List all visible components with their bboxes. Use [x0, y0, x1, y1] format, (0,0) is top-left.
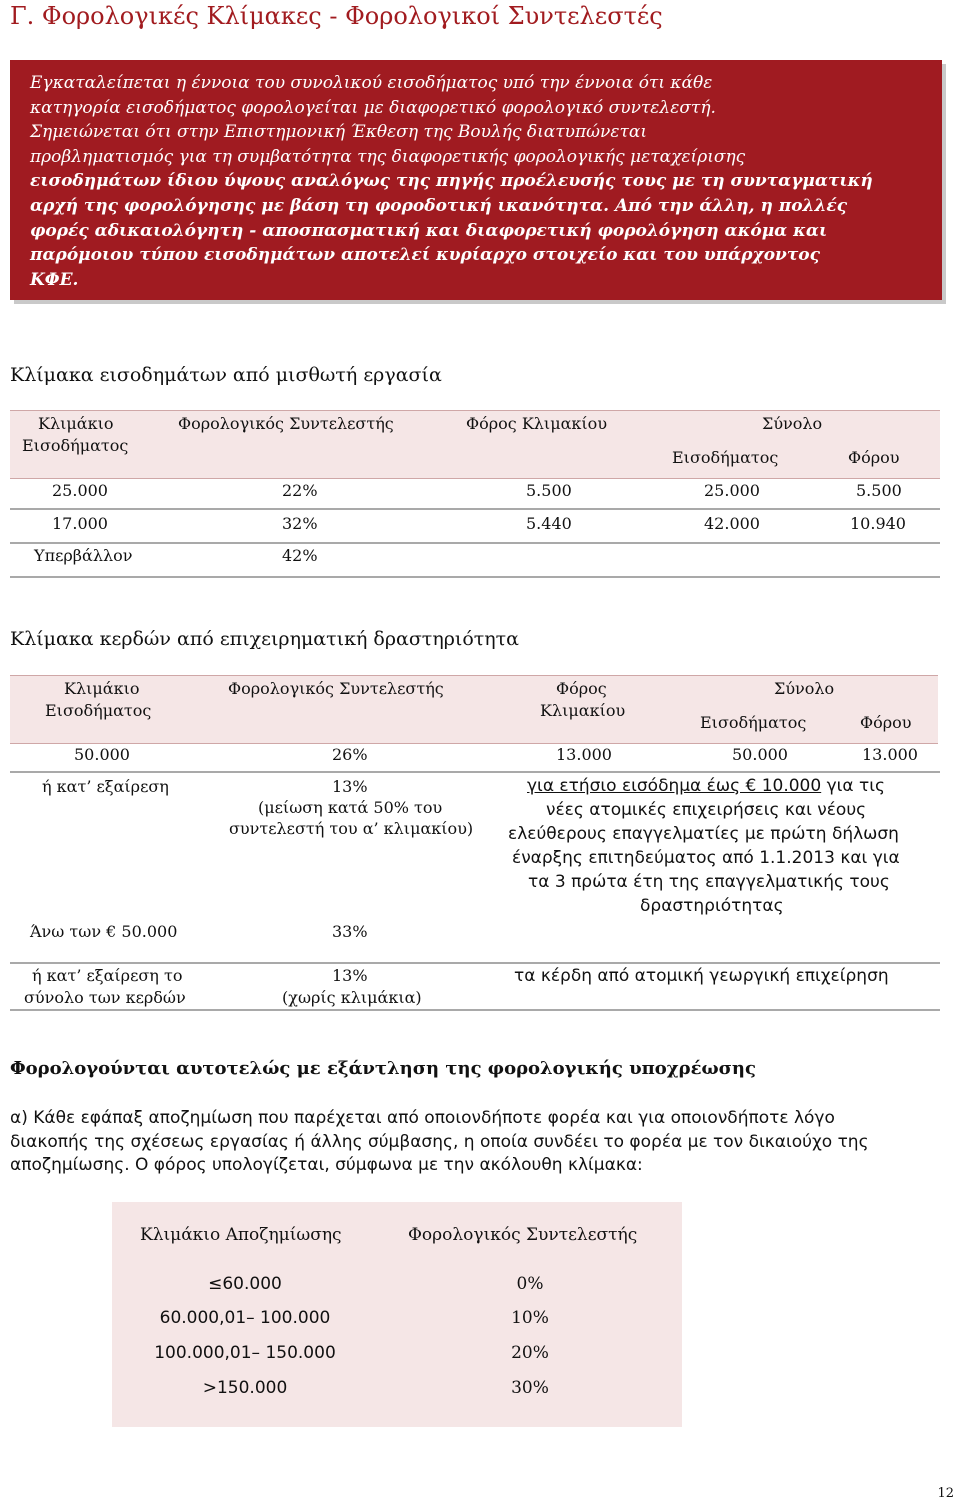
callout-line: Σημειώνεται ότι στην Επιστημονική Έκθεση της Βουλής διατυπώνεται	[30, 122, 648, 143]
paragraph-line: αποζημίωσης. Ο φόρος υπολογίζεται, σύμφωνα με την ακόλουθη κλίμακα:	[10, 1155, 643, 1175]
t1-cell: 5.500	[856, 481, 902, 500]
t2-note: ελεύθερους επαγγελματίες με πρώτη δήλωση	[508, 824, 899, 844]
t1-h-rate: Φορολογικός Συντελεστής	[178, 414, 394, 433]
t2-cell: (χωρίς κλιμάκια)	[282, 988, 422, 1007]
t1-h-total: Σύνολο	[762, 414, 823, 433]
t3-cell: 100.000,01– 150.000	[154, 1343, 336, 1363]
t1-cell: 17.000	[52, 514, 108, 533]
t3-cell: 10%	[511, 1308, 549, 1328]
t2-rowline	[10, 1009, 940, 1011]
t1-cell: 10.940	[850, 514, 906, 533]
t2-cell: 50.000	[732, 745, 788, 764]
t1-cell: 42%	[282, 546, 318, 565]
t2-h-total-income: Εισοδήματος	[700, 713, 807, 732]
t1-h-tax: Φόρος Κλιμακίου	[466, 414, 608, 433]
t2-h-bracket: Κλιμάκιο	[64, 679, 140, 698]
t1-rowline	[10, 508, 940, 510]
t2-cell: συντελεστή του α’ κλιμακίου)	[229, 819, 474, 838]
t2-cell: 33%	[332, 922, 368, 941]
t2-h-bracket: Εισοδήματος	[45, 701, 152, 720]
t2-note-rest: για τις	[821, 776, 885, 796]
callout-box	[10, 60, 942, 300]
t2-h-total-tax: Φόρου	[860, 713, 912, 732]
t1-cell: 42.000	[704, 514, 760, 533]
t3-cell: >150.000	[202, 1378, 288, 1398]
paragraph-line: διακοπής της σχέσεως εργασίας ή άλλης σύμβασης, η οποία συνδέει το φορέα με τον δικαιούχο της	[10, 1131, 869, 1152]
t2-rowline	[10, 771, 940, 773]
t2-cell: Άνω των € 50.000	[30, 922, 178, 941]
t2-cell: 13%	[332, 777, 368, 796]
t1-cell: 25.000	[704, 481, 760, 500]
t1-cell: 25.000	[52, 481, 108, 500]
page-number: 12	[937, 1486, 954, 1501]
callout-line: εισοδημάτων ίδιου ύψους αναλόγως της πηγής προέλευσής τους με τη συνταγματική	[30, 171, 873, 192]
callout-line: ΚΦΕ.	[30, 269, 79, 290]
t3-h-rate: Φορολογικός Συντελεστής	[408, 1225, 638, 1245]
t3-cell: 30%	[511, 1378, 549, 1398]
table1-title: Κλίμακα εισοδημάτων από μισθωτή εργασία	[10, 364, 442, 386]
t1-h-total-income: Εισοδήματος	[672, 448, 779, 467]
t3-cell: 60.000,01– 100.000	[159, 1308, 331, 1328]
t3-cell: 20%	[511, 1343, 549, 1363]
table2-title: Κλίμακα κερδών από επιχειρηματική δραστηριότητα	[10, 628, 519, 650]
t1-cell: 5.500	[526, 481, 572, 500]
t3-h-bracket: Κλιμάκιο Αποζημίωσης	[140, 1225, 342, 1245]
t1-cell: 22%	[282, 481, 318, 500]
t1-cell: Υπερβάλλον	[34, 546, 133, 565]
callout-line: Εγκαταλείπεται η έννοια του συνολικού εισοδήματος υπό την έννοια ότι κάθε	[30, 73, 713, 93]
callout-line: κατηγορία εισοδήματος φορολογείται με διαφορετικό φορολογικό συντελεστή.	[30, 97, 716, 118]
t2-cell: σύνολο των κερδών	[24, 988, 186, 1007]
t2-cell: 26%	[332, 745, 368, 764]
t1-h-total-tax: Φόρου	[848, 448, 900, 467]
callout-line: προβληματισμός για τη συμβατότητα της διαφορετικής φορολογικής μεταχείρισης	[30, 146, 746, 167]
t1-rowline	[10, 542, 940, 544]
callout-line: φορές αδικαιολόγητη - αποσπασματική και διαφορετική φορολόγηση ακόμα και	[30, 220, 828, 241]
t2-note	[527, 776, 885, 796]
t1-cell: 32%	[282, 514, 318, 533]
t2-cell: (μείωση κατά 50% του	[258, 798, 443, 817]
t2-note: δραστηριότητας	[640, 896, 784, 916]
t2-rowline	[10, 962, 940, 964]
t2-cell: 13%	[332, 966, 368, 985]
callout-text	[30, 71, 928, 292]
t1-h-bracket: Εισοδήματος	[22, 436, 129, 455]
callout-line: αρχή της φορολόγησης με βάση τη φοροδοτική ικανότητα. Από την άλλη, η πολλές	[30, 195, 848, 216]
t2-cell: ή κατ’ εξαίρεση το	[32, 966, 183, 985]
section3-paragraph	[10, 1107, 940, 1178]
t3-cell: ≤60.000	[208, 1274, 282, 1294]
t2-h-tax: Κλιμακίου	[540, 701, 626, 720]
t2-note-underlined: για ετήσιο εισόδημα έως € 10.000	[527, 776, 822, 796]
t2-h-rate: Φορολογικός Συντελεστής	[228, 679, 444, 698]
t3-cell: 0%	[516, 1274, 544, 1294]
t2-note: νέες ατομικές επιχειρήσεις και νέους	[546, 800, 867, 820]
t2-note: έναρξης επιτηδεύματος από 1.1.2013 και για	[512, 848, 900, 868]
t2-cell: 50.000	[74, 745, 130, 764]
paragraph-line: α) Κάθε εφάπαξ αποζημίωση που παρέχεται από οποιονδήποτε φορέα και για οποιονδήποτε λόγο	[10, 1108, 835, 1128]
t2-cell: ή κατ’ εξαίρεση	[42, 777, 169, 796]
t1-h-bracket: Κλιμάκιο	[38, 414, 114, 433]
t2-h-tax: Φόρος	[556, 679, 607, 698]
t2-cell: 13.000	[862, 745, 918, 764]
t2-note: τα κέρδη από ατομική γεωργική επιχείρηση	[514, 966, 889, 986]
t2-note: τα 3 πρώτα έτη της επαγγελματικής τους	[528, 872, 890, 892]
table3	[112, 1202, 682, 1427]
page-title: Γ. Φορολογικές Κλίμακες - Φορολογικοί Συντελεστές	[10, 2, 663, 30]
t1-cell: 5.440	[526, 514, 572, 533]
callout-line: παρόμοιου τύπου εισοδημάτων αποτελεί κυρίαρχο στοιχείο και του υπάρχοντος	[30, 245, 820, 266]
t1-rowline	[10, 576, 940, 578]
section3-heading: Φορολογούνται αυτοτελώς με εξάντληση της φορολογικής υποχρέωσης	[10, 1058, 756, 1079]
t2-cell: 13.000	[556, 745, 612, 764]
t2-h-total: Σύνολο	[774, 679, 835, 698]
